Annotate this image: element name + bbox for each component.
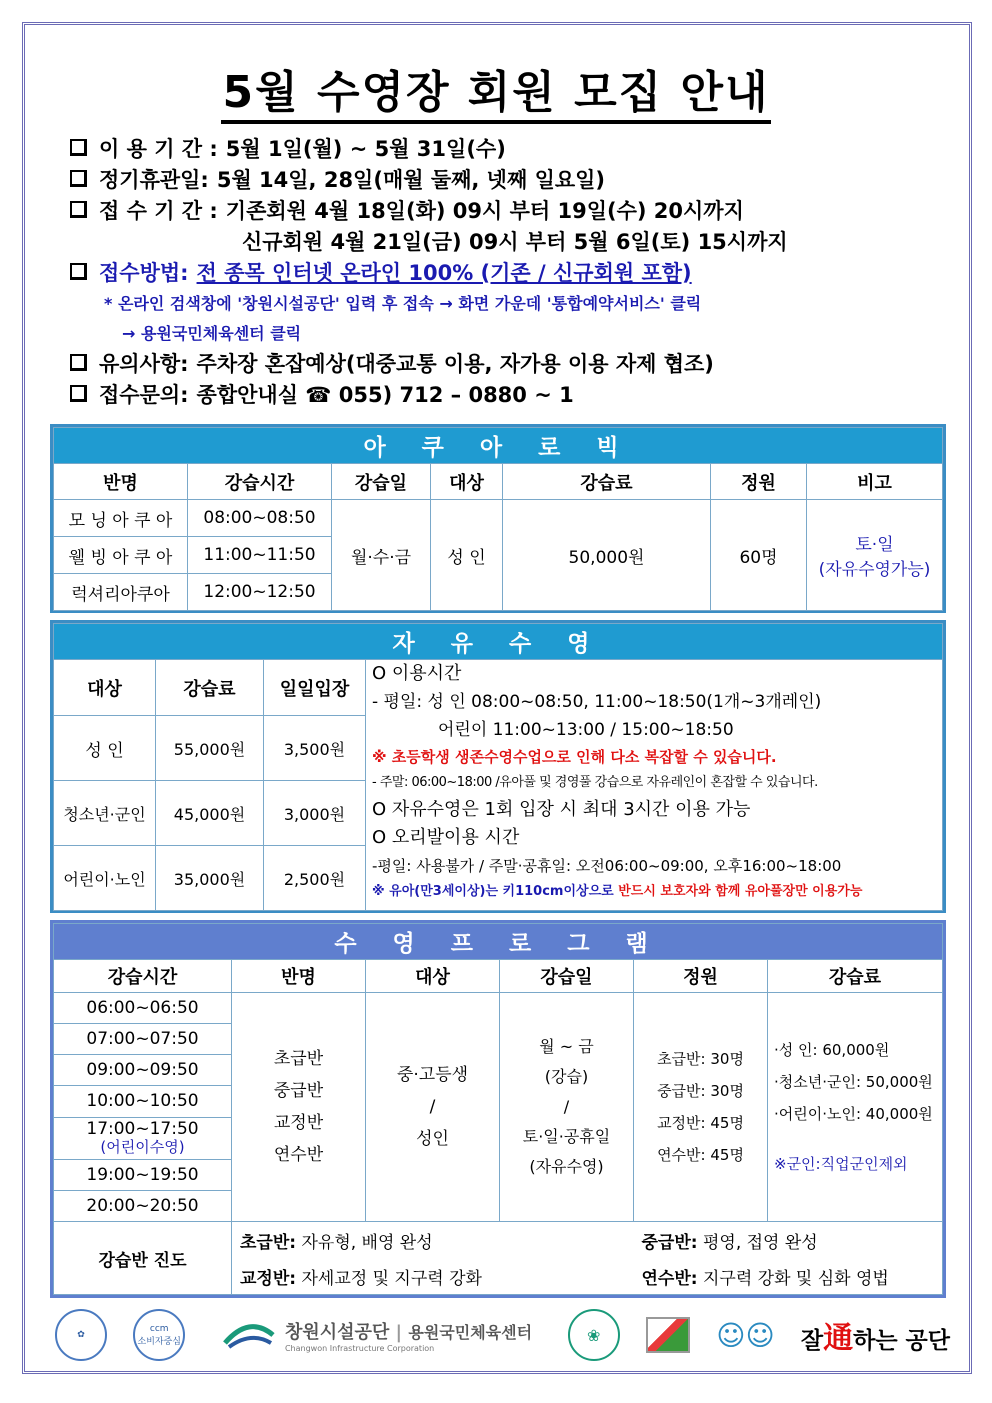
info-method: 접수방법: 전 종목 인터넷 온라인 100% (기존 / 신규회원 포함) <box>70 256 950 287</box>
certification-logo-icon: ✿ <box>55 1309 107 1361</box>
table-cell: 어린이·노인 <box>54 846 156 911</box>
info-registration-new: 신규회원 4월 21일(금) 09시 부터 5월 6일(토) 15시까지 <box>242 229 788 254</box>
progress-correction: 교정반: 자세교정 및 지구력 강화 <box>232 1258 634 1294</box>
free-swim-table <box>50 620 946 913</box>
free-swim-description: O 이용시간 - 평일: 성 인 08:00~08:50, 11:00~18:50(1개~3개레인) 어린이 11:00~13:00 / 15:00~18:50 ※ 초등학생 생존수영수업으로 인해 다소 복잡할 수 있습니다. - 주말: 06:00~18:00 /유아풀 및 경영풀 강습으로 자유레인이 혼잡할 수 있습니다. O 자유수영은 1회 입장 시 최대 3시간 이용 가능 O 오리발이용 시간 -평일: 사용불가 / 주말·공휴일: 오전06:00~09:00, 오후16:00~18:00 ※ 유아(만3세이상)는 키110cm이상으로 반드시 보호자와 함께 유아풀장만 이용가능 <box>366 660 943 911</box>
table-cell: 토·일 (자유수영가능) <box>807 500 943 611</box>
progress-label: 강습반 진도 <box>54 1222 232 1295</box>
checkbox-icon <box>70 354 87 371</box>
info-closed: 정기휴관일: 5월 14일, 28일(매월 둘째, 넷째 일요일) <box>70 163 950 194</box>
fee-cell: ·성 인: 60,000원 ·청소년·군인: 50,000원 ·어린이·노인: 40,000원 ※군인:직업군인제외 <box>768 992 943 1222</box>
table-cell: 성 인 <box>54 716 156 781</box>
table-cell: 60명 <box>711 500 807 611</box>
col-header: 강습료 <box>503 464 711 500</box>
table-cell: 청소년·군인 <box>54 781 156 846</box>
capacity-cell: 초급반: 30명 중급반: 30명 교정반: 45명 연수반: 45명 <box>634 992 768 1222</box>
col-header: 강습시간 <box>54 960 232 992</box>
col-header: 강습료 <box>768 960 943 992</box>
table-cell: 20:00~20:50 <box>54 1191 232 1222</box>
target-cell: 중·고등생 / 성인 <box>366 992 500 1222</box>
table-cell: 35,000원 <box>156 846 264 911</box>
col-header: 반명 <box>54 464 188 500</box>
col-header: 강습일 <box>500 960 634 992</box>
col-header: 대상 <box>431 464 503 500</box>
table-cell: 55,000원 <box>156 716 264 781</box>
checkbox-icon <box>70 170 87 187</box>
table-cell: 50,000원 <box>503 500 711 611</box>
info-contact: 접수문의: 종합안내실 ☎ 055) 712 – 0880 ~ 1 <box>70 378 950 409</box>
days-cell: 월 ~ 금 (강습) / 토·일·공휴일 (자유수영) <box>500 992 634 1222</box>
table-cell: 럭셔리아쿠아 <box>54 574 188 611</box>
col-header: 정원 <box>711 464 807 500</box>
checkbox-icon <box>70 139 87 156</box>
col-header: 정원 <box>634 960 768 992</box>
mascot-icon: ☺☺ <box>716 1318 775 1352</box>
info-registration: 접 수 기 간 : 기존회원 4월 18일(화) 09시 부터 19일(수) 20시까지 <box>70 194 950 225</box>
table-cell: 2,500원 <box>264 846 366 911</box>
table-cell: 웰 빙 아 쿠 아 <box>54 537 188 574</box>
checkbox-icon <box>70 263 87 280</box>
col-header: 비고 <box>807 464 943 500</box>
method-note-2: → 용원국민체육센터 클릭 <box>122 323 302 343</box>
table-cell: 모 닝 아 쿠 아 <box>54 500 188 537</box>
program-table <box>50 920 946 1298</box>
table-cell: 11:00~11:50 <box>188 537 332 574</box>
table-cell: 09:00~09:50 <box>54 1055 232 1086</box>
table-cell: 07:00~07:50 <box>54 1023 232 1054</box>
table-cell: 08:00~08:50 <box>188 500 332 537</box>
table-cell: 3,500원 <box>264 716 366 781</box>
table-cell: 성 인 <box>431 500 503 611</box>
clean-world-logo-icon: ❀ <box>568 1309 620 1361</box>
col-header: 강습료 <box>156 660 264 716</box>
checkbox-icon <box>70 385 87 402</box>
info-period: 이 용 기 간 : 5월 1일(월) ~ 5월 31일(수) <box>70 132 950 163</box>
col-header: 반명 <box>232 960 366 992</box>
progress-advanced: 연수반: 지구력 강화 및 심화 영법 <box>634 1258 943 1294</box>
changwon-emblem-icon <box>221 1315 277 1355</box>
checkbox-icon <box>70 201 87 218</box>
table-cell: 06:00~06:50 <box>54 992 232 1023</box>
info-caution: 유의사항: 주차장 혼잡예상(대중교통 이용, 자가용 이용 자제 협조) <box>70 347 950 378</box>
org-logo: 창원시설공단 | 용원국민체육센터 Changwon Infrastructure Corporation <box>212 1315 542 1355</box>
col-header: 일일입장 <box>264 660 366 716</box>
ccm-logo-icon: ccm 소비자중심 <box>133 1309 185 1361</box>
table-cell: 10:00~10:50 <box>54 1086 232 1117</box>
col-header: 강습일 <box>332 464 431 500</box>
progress-beginner: 초급반: 자유형, 배영 완성 <box>232 1222 634 1258</box>
footer-logos <box>55 1305 950 1365</box>
program-title: 수 영 프 로 그 램 <box>54 924 943 960</box>
progress-intermediate: 중급반: 평영, 접영 완성 <box>634 1222 943 1258</box>
col-header: 대상 <box>54 660 156 716</box>
flag-logo-icon <box>646 1317 690 1353</box>
method-note-1: * 온라인 검색창에 '창원시설공단' 입력 후 접속 → 화면 가운데 '통합예약서비스' 클릭 <box>104 293 702 313</box>
table-cell: 월·수·금 <box>332 500 431 611</box>
table-cell: 19:00~19:50 <box>54 1159 232 1190</box>
table-cell: 12:00~12:50 <box>188 574 332 611</box>
col-header: 강습시간 <box>188 464 332 500</box>
table-cell: 17:00~17:50 (어린이수영) <box>54 1117 232 1159</box>
aquarobic-title: 아 쿠 아 로 빅 <box>54 428 943 464</box>
info-section <box>70 132 950 409</box>
table-cell: 45,000원 <box>156 781 264 846</box>
page-title: 5월 수영장 회원 모집 안내 <box>0 56 992 120</box>
free-swim-title: 자 유 수 영 <box>54 624 943 660</box>
col-header: 대상 <box>366 960 500 992</box>
table-cell: 3,000원 <box>264 781 366 846</box>
aquarobic-table <box>50 424 946 613</box>
slogan: 잘通하는 공단 <box>800 1321 950 1356</box>
class-list: 초급반 중급반 교정반 연수반 <box>232 992 366 1222</box>
